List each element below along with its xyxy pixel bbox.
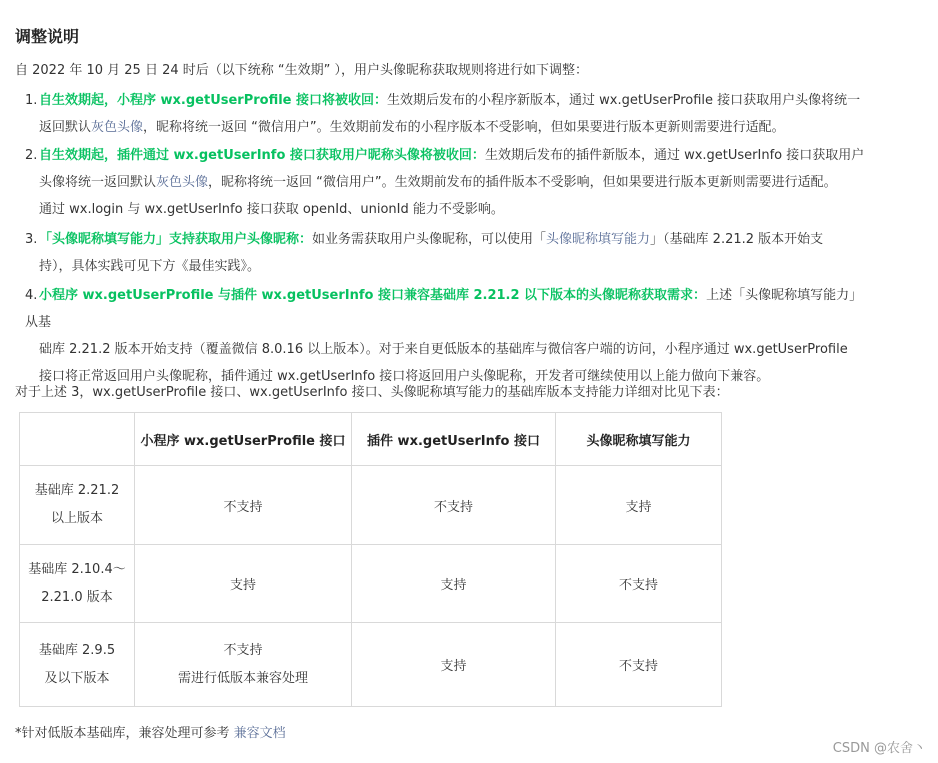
rule-text: 」（基础库 2.21.2 版本开始支 bbox=[650, 232, 824, 247]
avatar-nickname-ability-link[interactable]: 头像昵称填写能力 bbox=[546, 232, 651, 247]
getuserinfo-support-cell: 不支持 bbox=[352, 466, 556, 545]
fill-ability-support-cell: 支持 bbox=[556, 466, 722, 545]
rule-text: 接口将正常返回用户头像昵称，插件通过 wx.getUserInfo 接口将返回用户头像昵称，开发者可继续使用以上能力做向下兼容。 bbox=[39, 369, 770, 384]
rule-item-4 bbox=[25, 282, 875, 390]
rule-item-2 bbox=[25, 142, 875, 223]
rule-heading: 自生效期起，小程序 wx.getUserProfile 接口将被收回： bbox=[39, 93, 388, 108]
rule-text: 持），具体实践可见下方《最佳实践》。 bbox=[39, 259, 261, 274]
rule-heading: 小程序 wx.getUserProfile 与插件 wx.getUserInfo 接口兼容基础库 2.21.2 以下版本的头像昵称获取需求： bbox=[39, 288, 707, 303]
gray-avatar-link[interactable]: 灰色头像 bbox=[156, 175, 209, 190]
rule-text: 返回默认 bbox=[39, 120, 92, 135]
table-row bbox=[20, 545, 722, 623]
rule-number: 4. bbox=[25, 288, 38, 303]
rule-text: 头像将统一返回默认 bbox=[39, 175, 157, 190]
rule-heading: 「头像昵称填写能力」支持获取用户头像昵称： bbox=[39, 232, 313, 247]
rule-text: 生效期后发布的小程序新版本，通过 wx.getUserProfile 接口获取用户头像将统一 bbox=[387, 93, 861, 108]
getuserinfo-support-cell: 支持 bbox=[352, 623, 556, 707]
rule-item-1 bbox=[25, 87, 875, 141]
getuserprofile-support-cell: 不支持 bbox=[135, 466, 352, 545]
version-cell: 基础库 2.21.2 以上版本 bbox=[20, 466, 135, 545]
table-row bbox=[20, 466, 722, 545]
csdn-watermark: CSDN @农舍丶 bbox=[832, 741, 926, 756]
rule-number: 1. bbox=[25, 93, 38, 108]
table-row bbox=[20, 623, 722, 707]
footnote bbox=[15, 722, 286, 741]
rule-text: 生效期后发布的插件新版本，通过 wx.getUserInfo 接口获取用户 bbox=[484, 148, 865, 163]
rule-text: 础库 2.21.2 版本开始支持（覆盖微信 8.0.16 以上版本）。对于来自更低版本的基础库与微信客户端的访问，小程序通过 wx.getUserProfile bbox=[39, 342, 848, 357]
rule-text: ，昵称将统一返回 “微信用户”。生效期前发布的小程序版本不受影响，但如果要进行版本更新则需要进行适配。 bbox=[143, 120, 785, 135]
rule-heading: 自生效期起，插件通过 wx.getUserInfo 接口获取用户昵称头像将被收回： bbox=[39, 148, 485, 163]
version-cell: 基础库 2.10.4～ 2.21.0 版本 bbox=[20, 545, 135, 623]
comparison-intro: 对于上述 3，wx.getUserProfile 接口、wx.getUserInfo 接口、头像昵称填写能力的基础库版本支持能力详细对比见下表： bbox=[15, 385, 729, 400]
rule-number: 2. bbox=[25, 148, 38, 163]
support-comparison-table bbox=[19, 412, 722, 707]
gray-avatar-link[interactable]: 灰色头像 bbox=[91, 120, 144, 135]
rule-text: ，昵称将统一返回 “微信用户”。生效期前发布的插件版本不受影响，但如果要进行版本更新则需要进行适配。 bbox=[208, 175, 837, 190]
section-title: 调整说明 bbox=[15, 27, 80, 46]
table-header-cell: 插件 wx.getUserInfo 接口 bbox=[352, 413, 556, 466]
rule-number: 3. bbox=[25, 232, 38, 247]
rule-text: 通过 wx.login 与 wx.getUserInfo 接口获取 openId、unionId 能力不受影响。 bbox=[39, 202, 504, 217]
table-header-cell: 小程序 wx.getUserProfile 接口 bbox=[135, 413, 352, 466]
fill-ability-support-cell: 不支持 bbox=[556, 545, 722, 623]
table-header-cell bbox=[20, 413, 135, 466]
compat-doc-link[interactable]: 兼容文档 bbox=[233, 726, 286, 741]
fill-ability-support-cell: 不支持 bbox=[556, 623, 722, 707]
footnote-text: *针对低版本基础库，兼容处理可参考 bbox=[15, 726, 230, 741]
intro-text: 自 2022 年 10 月 25 日 24 时后（以下统称 “生效期” ），用户头像昵称获取规则将进行如下调整： bbox=[15, 63, 589, 78]
rule-text: 如业务需获取用户头像昵称，可以使用「 bbox=[312, 232, 547, 247]
version-cell: 基础库 2.9.5 及以下版本 bbox=[20, 623, 135, 707]
rule-text: 上述「头像昵称填写能力」从基 bbox=[25, 288, 863, 330]
rule-item-3 bbox=[25, 226, 875, 280]
table-header-row bbox=[20, 413, 722, 466]
table-header-cell: 头像昵称填写能力 bbox=[556, 413, 722, 466]
getuserprofile-support-cell: 支持 bbox=[135, 545, 352, 623]
getuserprofile-support-cell: 不支持 需进行低版本兼容处理 bbox=[135, 623, 352, 707]
getuserinfo-support-cell: 支持 bbox=[352, 545, 556, 623]
